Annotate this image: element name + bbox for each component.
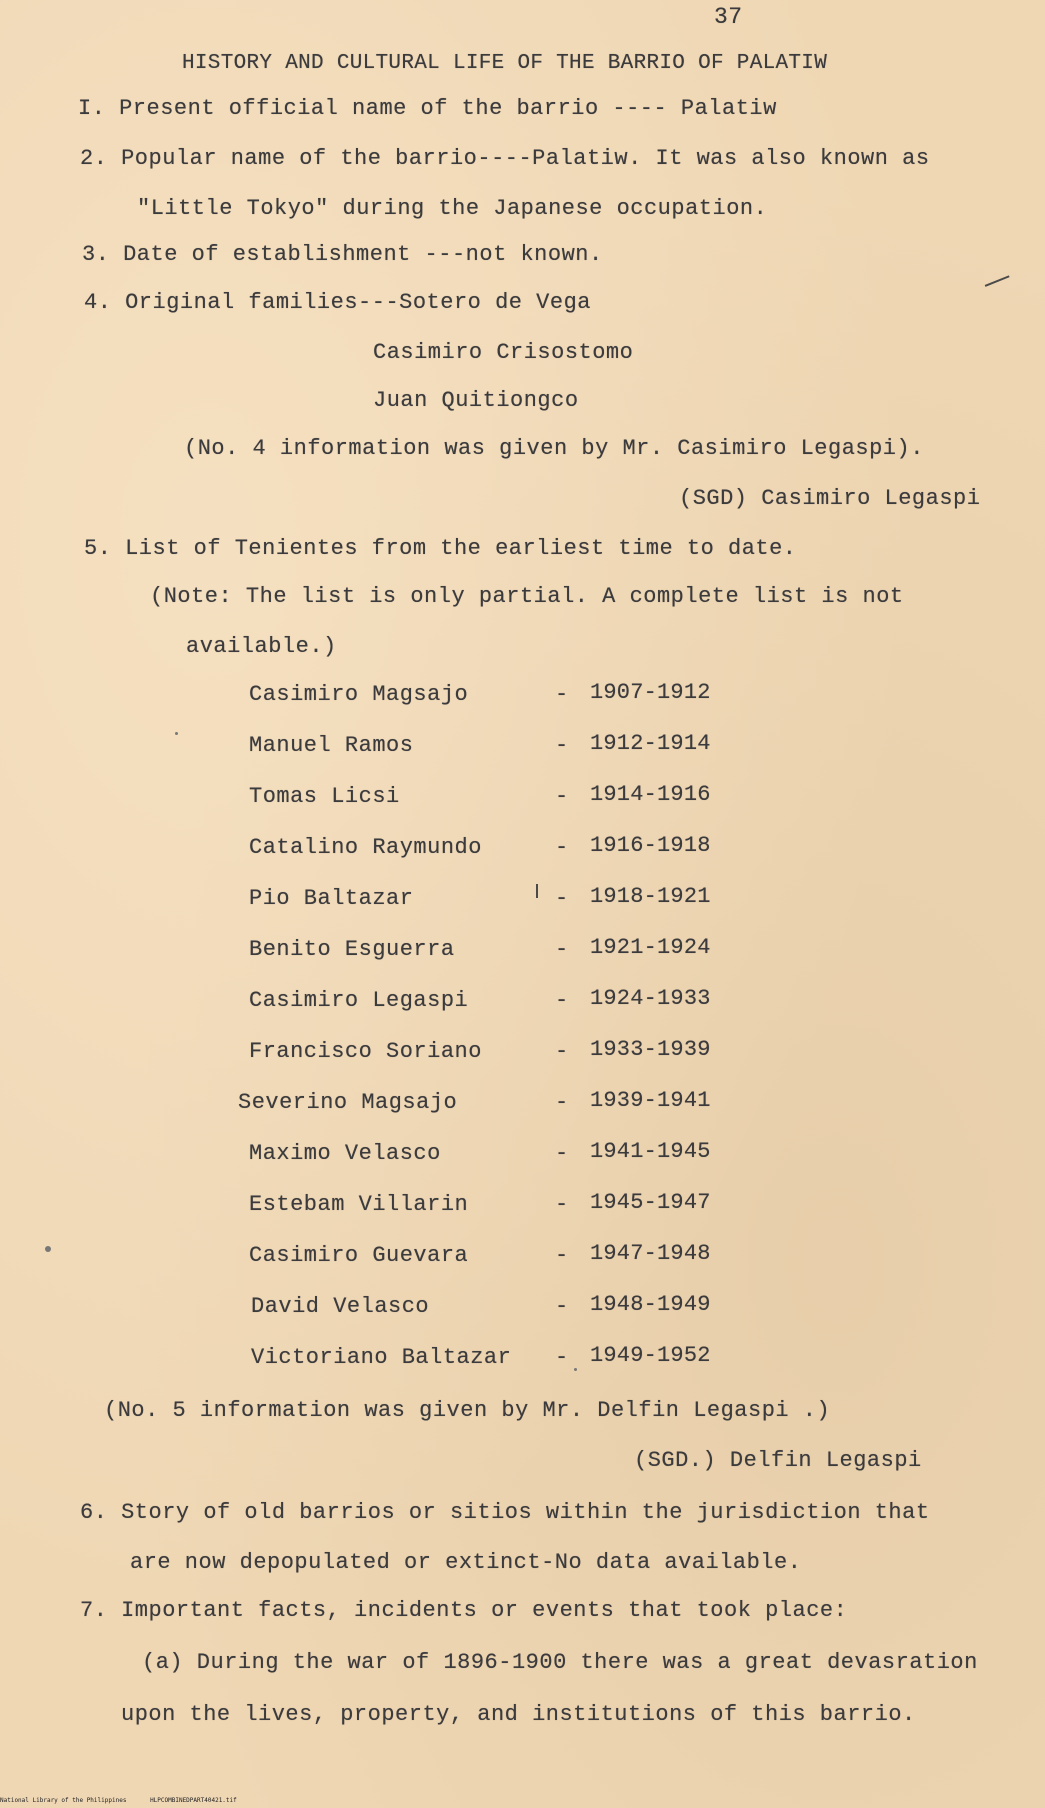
teniente-years: 1914-1916 <box>590 782 711 807</box>
document-title: HISTORY AND CULTURAL LIFE OF THE BARRIO OF PALATIW <box>182 52 828 75</box>
item-5-tenientes-heading: 5. List of Tenientes from the earliest time to date. <box>84 536 797 561</box>
teniente-dash: - <box>555 1192 569 1217</box>
teniente-name: Casimiro Guevara <box>249 1243 469 1268</box>
teniente-years: 1924-1933 <box>590 986 711 1011</box>
teniente-name: Manuel Ramos <box>249 733 414 758</box>
pencil-mark <box>985 275 1010 286</box>
item-5-note-cont: available.) <box>186 634 337 659</box>
teniente-years: 1948-1949 <box>590 1292 711 1317</box>
teniente-dash: - <box>555 1294 569 1319</box>
teniente-dash: - <box>555 1090 569 1115</box>
teniente-name: Maximo Velasco <box>249 1141 441 1166</box>
teniente-name: Francisco Soriano <box>249 1039 482 1064</box>
item-2-popular-name: 2. Popular name of the barrio----Palatiw. It was also known as <box>80 146 930 171</box>
teniente-years: 1947-1948 <box>590 1241 711 1266</box>
file-id: HLPCOMBINEDPART40421.tif <box>150 1797 237 1804</box>
teniente-dash: - <box>555 1141 569 1166</box>
teniente-name: Severino Magsajo <box>238 1090 458 1115</box>
teniente-dash: - <box>555 1243 569 1268</box>
item-5-source-note: (No. 5 information was given by Mr. Delfin Legaspi .) <box>104 1398 831 1423</box>
item-5-note: (Note: The list is only partial. A complete list is not <box>150 584 904 609</box>
teniente-name: Catalino Raymundo <box>249 835 482 860</box>
teniente-years: 1939-1941 <box>590 1088 711 1113</box>
pencil-mark <box>536 884 538 898</box>
item-7-important-facts: 7. Important facts, incidents or events that took place: <box>80 1598 848 1623</box>
library-credit: National Library of the Philippines <box>0 1797 127 1804</box>
page-number: 37 <box>714 4 743 30</box>
teniente-name: Casimiro Legaspi <box>249 988 469 1013</box>
item-2-popular-name-cont: "Little Tokyo" during the Japanese occupation. <box>137 196 768 221</box>
teniente-years: 1933-1939 <box>590 1037 711 1062</box>
teniente-years: 1949-1952 <box>590 1343 711 1368</box>
teniente-dash: - <box>555 937 569 962</box>
teniente-dash: - <box>555 988 569 1013</box>
teniente-years: 1945-1947 <box>590 1190 711 1215</box>
teniente-years: 1916-1918 <box>590 833 711 858</box>
item-4-original-families: 4. Original families---Sotero de Vega <box>84 290 591 315</box>
teniente-years: 1921-1924 <box>590 935 711 960</box>
teniente-name: David Velasco <box>251 1294 430 1319</box>
item-5-signature: (SGD.) Delfin Legaspi <box>634 1448 922 1473</box>
ink-speck <box>574 1368 577 1371</box>
teniente-years: 1941-1945 <box>590 1139 711 1164</box>
teniente-years: 1907-1912 <box>590 680 711 705</box>
ink-speck <box>175 732 178 735</box>
item-4-source-note: (No. 4 information was given by Mr. Casimiro Legaspi). <box>184 436 924 461</box>
teniente-name: Casimiro Magsajo <box>249 682 469 707</box>
teniente-years: 1918-1921 <box>590 884 711 909</box>
ink-speck <box>45 1246 51 1252</box>
item-4-family-2: Casimiro Crisostomo <box>373 340 634 365</box>
item-4-signature: (SGD) Casimiro Legaspi <box>679 486 981 511</box>
item-7a-war-devastation: (a) During the war of 1896-1900 there was a great devasration <box>142 1650 978 1675</box>
teniente-years: 1912-1914 <box>590 731 711 756</box>
teniente-name: Tomas Licsi <box>249 784 400 809</box>
scan-footer <box>0 1797 257 1804</box>
item-1-official-name: I. Present official name of the barrio ---- Palatiw <box>78 96 777 121</box>
item-3-date-established: 3. Date of establishment ---not known. <box>82 242 603 267</box>
teniente-dash: - <box>555 733 569 758</box>
item-6-old-barrios-cont: are now depopulated or extinct-No data available. <box>130 1550 802 1575</box>
teniente-name: Pio Baltazar <box>249 886 414 911</box>
teniente-dash: - <box>555 886 569 911</box>
teniente-dash: - <box>555 682 569 707</box>
teniente-name: Estebam Villarin <box>249 1192 469 1217</box>
teniente-name: Victoriano Baltazar <box>251 1345 512 1370</box>
item-6-old-barrios: 6. Story of old barrios or sitios within the jurisdiction that <box>80 1500 930 1525</box>
item-7a-war-devastation-cont: upon the lives, property, and institutions of this barrio. <box>121 1702 916 1727</box>
item-4-family-3: Juan Quitiongco <box>373 388 579 413</box>
teniente-dash: - <box>555 1345 569 1370</box>
teniente-name: Benito Esguerra <box>249 937 455 962</box>
teniente-dash: - <box>555 1039 569 1064</box>
teniente-dash: - <box>555 784 569 809</box>
teniente-dash: - <box>555 835 569 860</box>
